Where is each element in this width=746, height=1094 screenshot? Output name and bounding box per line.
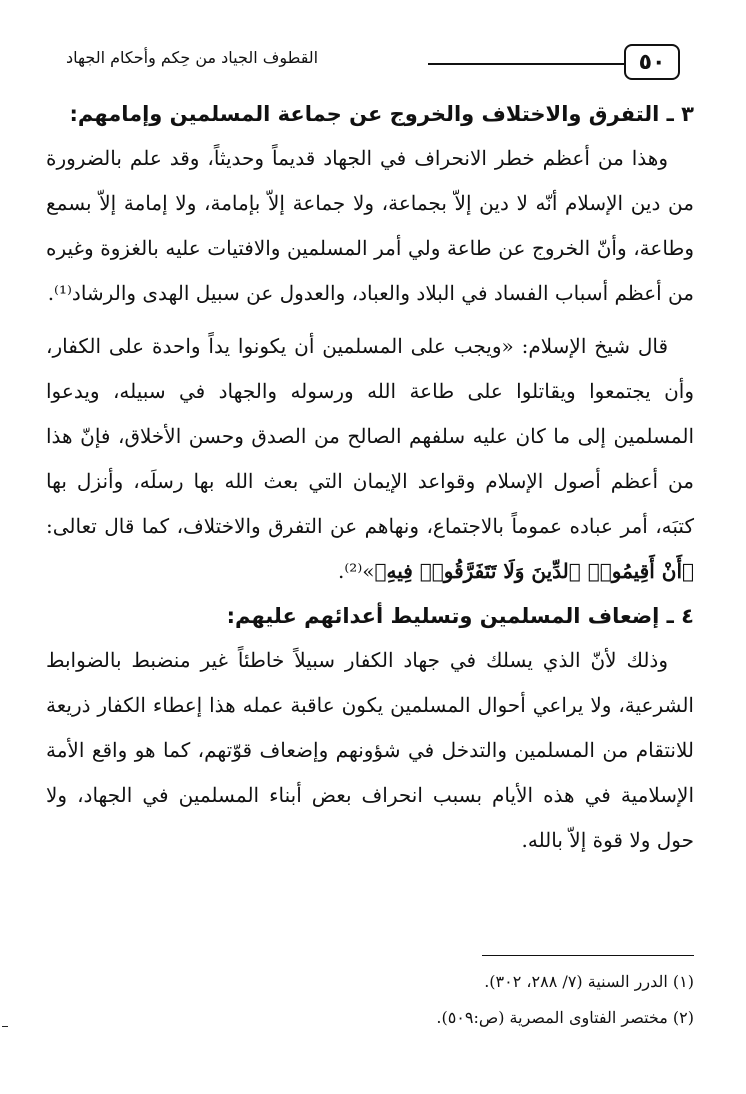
quote-paragraph (46, 324, 694, 594)
section-heading-4: ٤ ـ إضعاف المسلمين وتسليط أعدائهم عليهم: (226, 604, 694, 628)
footnotes (46, 964, 694, 1036)
scan-edge-mark (2, 1026, 8, 1027)
section-heading-3: ٣ ـ التفرق والاختلاف والخروج عن جماعة المسلمين وإمامهم: (69, 102, 694, 126)
page-body (46, 92, 694, 863)
paragraph: وهذا من أعظم خطر الانحراف في الجهاد قديماً وحديثاً، وقد علم بالضرورة من دين الإسلام أنّه لا دين إلاّ بجماعة، ولا جماعة إلاّ بإمامة، ولا إمامة إلاّ بسمع وطاعة، وأنّ الخروج عن طاعة ولي أمر المسلمين والافتيات عليه بالغزوة وغيره من أعظم أسباب الفساد في البلاد والعباد، والعدول عن سبيل الهدى والرشاد⁽¹⁾. (46, 146, 694, 305)
quote-text: قال شيخ الإسلام: «ويجب على المسلمين أن يكونوا يداً واحدة على الكفار، وأن يجتمعوا ويقاتلوا على طاعة الله ورسوله والجهاد في سبيله، ويدعوا المسلمين إلى ما كان عليه سلفهم الصالح من الصدق وحسن الأخلاق، فإنّ هذا من أعظم أصول الإسلام وقواعد الإيمان التي بعث الله بها رسلَه، وأنزل بها كتبَه، أمر عباده عموماً بالاجتماع، ونهاهم عن التفرق والاختلاف، كما قال تعالى: (46, 334, 694, 538)
footnote-1: (١) الدرر السنية (٧/ ٢٨٨، ٣٠٢). (484, 972, 694, 991)
page-number: ٥٠ (624, 44, 680, 80)
header-rule (428, 63, 624, 65)
footnote-divider (482, 955, 694, 956)
paragraph: وذلك لأنّ الذي يسلك في جهاد الكفار سبيلاً خاطئاً غير منضبط بالضوابط الشرعية، ولا يراعي أحوال المسلمين يكون عاقبة عمله هذا إعطاء الكفار ذريعة للانتقام من المسلمين والتدخل في شؤونهم وإضعاف قوّتهم، كما هو واقع الأمة الإسلامية في هذه الأيام بسبب انحراف بعض أبناء المسلمين في الجهاد، ولا حول ولا قوة إلاّ بالله. (46, 648, 694, 852)
quote-end: »⁽²⁾. (338, 559, 375, 583)
quran-verse: ﴿أَنْ أَقِيمُوا۟ ٱلدِّينَ وَلَا تَتَفَرَّقُوا۟ فِيهِ﴾ (374, 559, 694, 583)
page-header (66, 40, 680, 88)
footnote-2: (٢) مختصر الفتاوى المصرية (ص:٥٠٩). (436, 1008, 694, 1027)
running-title: القطوف الجياد من حِكم وأحكام الجهاد (66, 48, 319, 67)
